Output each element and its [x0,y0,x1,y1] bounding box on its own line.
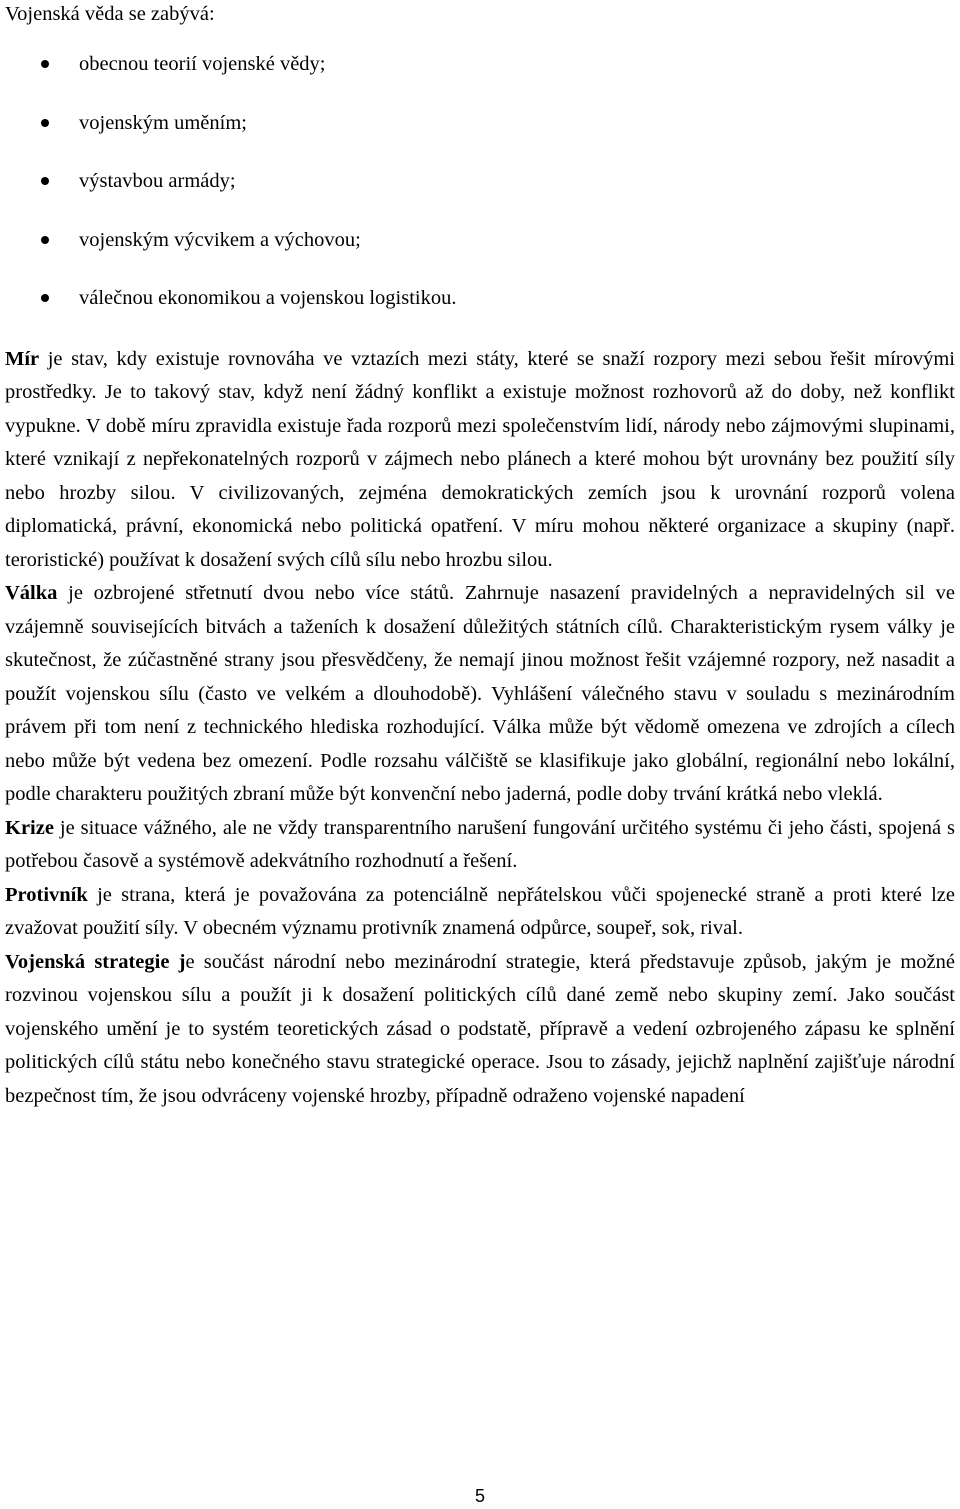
text-strategie: e součást národní nebo mezinárodní strategie, která představuje způsob, jakým je možné rozvinou vojenskou sílu a použít ji k dosažení politických cílů dané země nebo skupiny zemí. Jako součást vojenského umění je to systém teoretických zásad o podstatě, přípravě a vedení ozbrojeného zápasu ke splnění politických cílů státu nebo konečného stavu strategické operace. Jsou to zásady, jejichž naplnění zajišťuje národní bezpečnost tím, že jsou odvráceny vojenské hrozby, případně odraženo vojenské napadení [5,950,955,1107]
list-item-text: výstavbou armády; [79,170,236,192]
paragraph-strategie [5,946,955,1114]
term-strategie: Vojenská strategie j [5,950,186,973]
bullet-icon [41,60,49,68]
paragraph-krize [5,812,955,879]
list-item [5,50,955,109]
list-item-text: válečnou ekonomikou a vojenskou logistikou. [79,287,457,309]
term-mir: Mír [5,347,40,370]
list-item [5,167,955,226]
bullet-icon [41,236,49,244]
bullet-icon [41,294,49,302]
paragraph-protivnik [5,879,955,946]
list-item-text: obecnou teorií vojenské vědy; [79,53,326,75]
term-protivnik: Protivník [5,883,88,906]
text-valka: je ozbrojené střetnutí dvou nebo více států. Zahrnuje nasazení pravidelných a nepravidelných sil ve vzájemně souvisejících bitvách a taženích k dosažení důležitých státních cílů. Charakteristickým rysem války je skutečnost, že zúčastněné strany jsou přesvědčeny, že nemají jinou možnost řešit vzájemné rozpory, než nasadit a použít vojenskou sílu (často ve velkém a dlouhodobě). Vyhlášení válečného stavu v souladu s mezinárodním právem při tom není z technického hlediska rozhodující. Válka může být vědomě omezena ve zdrojích a cílech nebo může být vedena bez omezení. Podle rozsahu válčiště se klasifikuje jako globální, regionální nebo lokální, podle charakteru použitých zbraní může být konvenční nebo jaderná, podle doby trvání krátká nebo vleklá. [5,582,955,805]
term-valka: Válka [5,582,58,604]
term-krize: Krize [5,816,54,839]
page-number: 5 [474,1486,485,1506]
paragraph-valka [5,577,955,812]
topic-list [5,50,955,343]
bullet-icon [41,177,49,185]
list-item-text: vojenským uměním; [79,111,247,134]
intro-line: Vojenská věda se zabývá: [5,3,215,25]
text-protivnik: je strana, která je považována za potenciálně nepřátelskou vůči spojenecké straně a proti které lze zvažovat použití síly. V obecném významu protivník znamená odpůrce, soupeř, sok, rival. [5,883,955,939]
paragraph-mir [5,343,955,578]
bullet-icon [41,119,49,127]
text-krize: je situace vážného, ale ne vždy transparentního narušení fungování určitého systému či jeho části, spojená s potřebou časově a systémově adekvátního rozhodnutí a řešení. [5,816,955,872]
list-item-text: vojenským výcvikem a výchovou; [79,228,361,251]
list-item [5,284,955,343]
list-item [5,226,955,285]
list-item [5,109,955,168]
text-mir: je stav, kdy existuje rovnováha ve vztazích mezi státy, které se snaží rozpory mezi sebou řešit mírovými prostředky. Je to takový stav, když není žádný konflikt a existuje možnost rozhovorů až do doby, než konflikt vypukne. V době míru zpravidla existuje řada rozporů mezi společenstvím lidí, národy nebo zájmovými slupinami, které vznikají z nepřekonatelných rozporů v zájmech nebo plánech a které mohou být urovnány bez použití síly nebo hrozby silou. V civilizovaných, zejména demokratických zemích jsou k urovnání rozporů volena diplomatická, právní, ekonomická nebo politická opatření. V míru mohou některé organizace a skupiny (např. teroristické) používat k dosažení svých cílů sílu nebo hrozbu silou. [5,347,955,571]
document-page [5,0,955,1113]
